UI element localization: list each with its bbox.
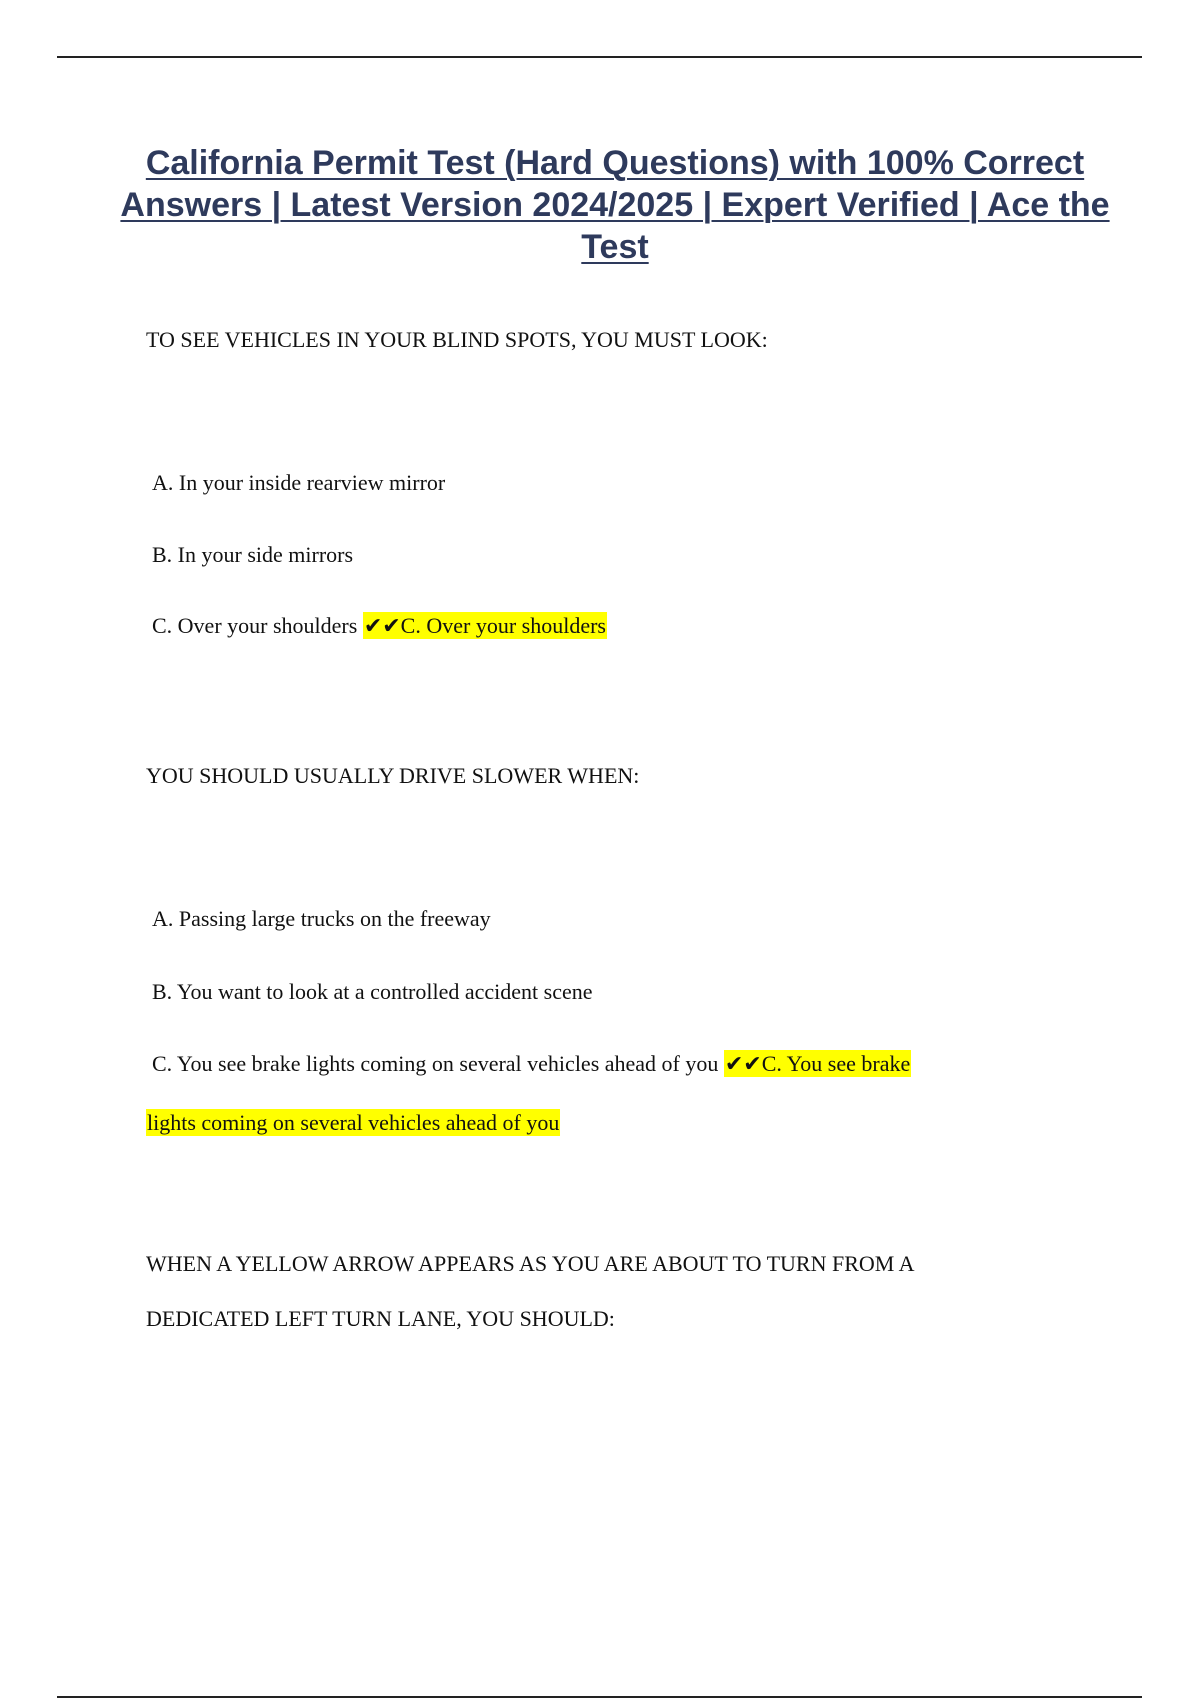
document-title: California Permit Test (Hard Questions) with 100% Correct Answers | Latest Version 2024/2025 | Expert Verified | Ace the Test xyxy=(120,144,1110,266)
question-1-option-c-line xyxy=(152,611,607,641)
question-1-option-c: C. Over your shoulders xyxy=(152,613,358,638)
question-1-answer: ✔✔C. Over your shoulders xyxy=(363,613,606,638)
question-2-option-c: C. You see brake lights coming on several vehicles ahead of you xyxy=(152,1051,719,1076)
question-2-answer-part-1: ✔✔C. You see brake xyxy=(724,1051,911,1076)
question-1-option-b: B. In your side mirrors xyxy=(152,542,354,567)
question-2-prompt: YOU SHOULD USUALLY DRIVE SLOWER WHEN: xyxy=(146,763,640,788)
question-2-answer-part-2: lights coming on several vehicles ahead of you xyxy=(147,1110,560,1135)
question-3-prompt-line-1: WHEN A YELLOW ARROW APPEARS AS YOU ARE ABOUT TO TURN FROM A xyxy=(146,1251,915,1276)
question-1-option-a: A. In your inside rearview mirror xyxy=(152,470,446,495)
question-1-prompt: TO SEE VEHICLES IN YOUR BLIND SPOTS, YOU MUST LOOK: xyxy=(146,327,768,352)
question-2-answer-line-2 xyxy=(146,1108,560,1138)
top-rule xyxy=(57,56,1142,58)
question-2-option-b: B. You want to look at a controlled accident scene xyxy=(152,979,593,1004)
question-3-prompt-line-2: DEDICATED LEFT TURN LANE, YOU SHOULD: xyxy=(146,1306,615,1331)
question-2-option-c-line xyxy=(152,1049,911,1079)
bottom-rule xyxy=(57,1696,1142,1698)
question-2-option-a: A. Passing large trucks on the freeway xyxy=(152,906,491,931)
